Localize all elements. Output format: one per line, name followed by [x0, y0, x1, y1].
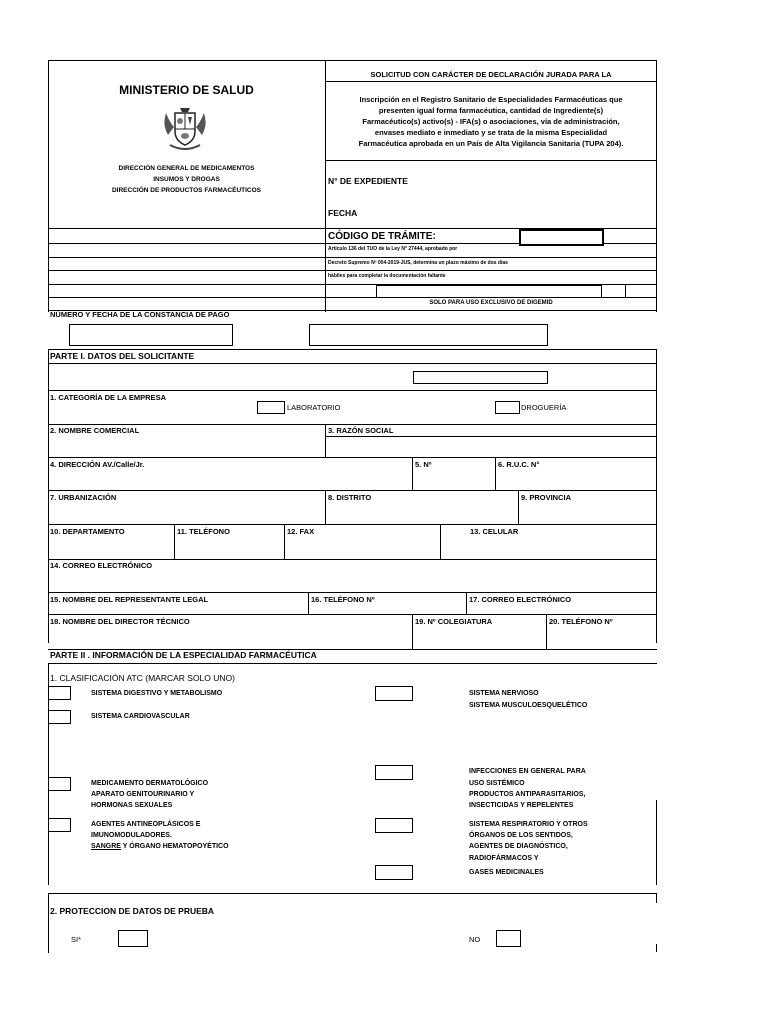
antineoplasicos-checkbox[interactable]	[48, 818, 71, 832]
request-desc-2: presenten igual forma farmacéutica, cantidad de Ingrediente(s)	[378, 106, 604, 115]
distrito-label: 8. DISTRITO	[328, 493, 372, 502]
digestivo-checkbox[interactable]	[48, 686, 71, 700]
ruc-label: 6. R.U.C. N°	[498, 460, 540, 469]
part1-top-input[interactable]	[413, 371, 548, 384]
legal-line-1: Artículo 136 del TUO de la Ley N° 27444, aprobado por	[328, 246, 458, 252]
derm-label-3: HORMONAS SEXUALES	[91, 802, 173, 809]
payment-label: NÚMERO Y FECHA DE LA CONSTANCIA DE PAGO	[50, 310, 230, 319]
derm-label-1: MEDICAMENTO DERMATOLÓGICO	[91, 780, 209, 787]
anti-label-3	[91, 843, 229, 850]
respiratorio-checkbox[interactable]	[375, 818, 413, 833]
resp-label-4: RADIOFÁRMACOS Y	[469, 855, 539, 862]
sangre-word: SANGRE	[91, 843, 121, 850]
numero-label: 5. Nº	[415, 460, 432, 469]
coat-of-arms-icon	[160, 105, 210, 153]
exclusive-label: SOLO PARA USO EXCLUSIVO DE DIGEMID	[429, 300, 553, 306]
urbanizacion-label: 7. URBANIZACIÓN	[50, 493, 117, 502]
dermatologico-checkbox[interactable]	[48, 777, 71, 791]
provincia-label: 9. PROVINCIA	[521, 493, 572, 502]
direccion-label: 4. DIRECCIÓN AV./Calle/Jr.	[50, 460, 145, 469]
drogueria-checkbox[interactable]	[495, 401, 520, 414]
nombre-comercial-label: 2. NOMBRE COMERCIAL	[50, 426, 140, 435]
anti-label-1: AGENTES ANTINEOPLÁSICOS E	[91, 821, 201, 828]
legal-line-2: Decreto Supremo Nº 004-2019-JUS, determina un plazo máximo de dos días	[328, 260, 508, 266]
fecha-label: FECHA	[328, 208, 358, 218]
resp-label-1: SISTEMA RESPIRATORIO Y OTROS	[469, 821, 588, 828]
expediente-label: N° DE EXPEDIENTE	[328, 176, 408, 186]
inf-label-4: INSECTICIDAS Y REPELENTES	[469, 802, 574, 809]
categoria-label: 1. CATEGORÍA DE LA EMPRESA	[50, 393, 166, 402]
laboratorio-checkbox[interactable]	[257, 401, 285, 414]
si-checkbox[interactable]	[118, 930, 148, 947]
departamento-label: 10. DEPARTAMENTO	[50, 527, 125, 536]
payment-date-input[interactable]	[309, 324, 548, 346]
resp-label-5: GASES MEDICINALES	[469, 869, 544, 876]
digemid-input[interactable]	[376, 285, 602, 298]
request-desc-4: envases mediato e inmediato y se trata de la misma Especialidad	[374, 128, 608, 137]
resp-label-2: ÓRGANOS DE LOS SENTIDOS,	[469, 832, 573, 839]
anti-label-2: IMUNOMODULADORES.	[91, 832, 172, 839]
cardio-checkbox[interactable]	[48, 710, 71, 724]
dept-line-1: DIRECCIÓN GENERAL DE MEDICAMENTOS	[118, 165, 255, 172]
request-desc-3: Farmacéutico(s) activo(s) - IFA(s) o asociaciones, vía de administración,	[362, 117, 620, 126]
cardio-label: SISTEMA CARDIOVASCULAR	[91, 713, 190, 720]
resp-label-3: AGENTES DE DIAGNÓSTICO,	[469, 843, 568, 850]
drogueria-label: DROGUERÍA	[521, 403, 567, 412]
inf-label-3: PRODUCTOS ANTIPARASITARIOS,	[469, 791, 586, 798]
inf-label-1: INFECCIONES EN GENERAL PARA	[469, 768, 586, 775]
gases-checkbox[interactable]	[375, 865, 413, 880]
nervioso-checkbox[interactable]	[375, 686, 413, 701]
si-label: SI*	[71, 935, 82, 944]
representante-label: 15. NOMBRE DEL REPRESENTANTE LEGAL	[50, 595, 209, 604]
no-label: NO	[469, 935, 481, 944]
laboratorio-label: LABORATORIO	[287, 403, 341, 412]
request-title: SOLICITUD CON CARÁCTER DE DECLARACIÓN JURADA PARA LA	[370, 70, 612, 79]
colegiatura-label: 19. Nº COLEGIATURA	[415, 617, 493, 626]
payment-number-input[interactable]	[69, 324, 233, 346]
telefono-label: 11. TELÉFONO	[177, 527, 230, 536]
ministry-title: MINISTERIO DE SALUD	[119, 83, 254, 97]
nervioso-label-1: SISTEMA NERVIOSO	[469, 690, 539, 697]
proteccion-title: 2. PROTECCION DE DATOS DE PRUEBA	[50, 906, 215, 916]
request-desc-1: Inscripción en el Registro Sanitario de Especialidades Farmacéuticas que	[359, 95, 623, 104]
nervioso-label-2: SISTEMA MUSCULOESQUELÉTICO	[469, 702, 588, 709]
telefono-dir-label: 20. TELÉFONO Nº	[549, 617, 613, 626]
infecciones-checkbox[interactable]	[375, 765, 413, 780]
derm-label-2: APARATO GENITOURINARIO Y	[91, 791, 195, 798]
correo-rep-label: 17. CORREO ELECTRÓNICO	[469, 595, 572, 604]
telefono-rep-label: 16. TELÉFONO Nº	[311, 595, 375, 604]
dept-line-3: DIRECCIÓN DE PRODUCTOS FARMACÉUTICOS	[111, 187, 262, 194]
part1-title: PARTE I. DATOS DEL SOLICITANTE	[50, 351, 195, 361]
razon-social-label: 3. RAZÓN SOCIAL	[328, 426, 394, 435]
digestivo-label: SISTEMA DIGESTIVO Y METABOLISMO	[91, 690, 223, 697]
fax-label: 12. FAX	[287, 527, 315, 536]
part2-title: PARTE II . INFORMACIÓN DE LA ESPECIALIDAD FARMACÉUTICA	[50, 650, 317, 660]
inf-label-2: USO SISTÉMICO	[469, 780, 525, 787]
atc-title: 1. CLASIFICACIÓN ATC (MARCAR SOLO UNO)	[50, 673, 235, 683]
director-label: 18. NOMBRE DEL DIRECTOR TÉCNICO	[50, 617, 190, 626]
codigo-input[interactable]	[519, 229, 604, 246]
request-desc-5: Farmacéutica aprobada en un País de Alta Vigilancia Sanitaria (TUPA 204).	[358, 139, 624, 148]
dept-line-2: INSUMOS Y DROGAS	[153, 176, 220, 183]
correo-label: 14. CORREO ELECTRÓNICO	[50, 561, 153, 570]
codigo-label: CÓDIGO DE TRÁMITE:	[328, 231, 436, 242]
no-checkbox[interactable]	[496, 930, 521, 947]
celular-label: 13. CELULAR	[470, 527, 519, 536]
legal-line-3: hábiles para completar la documentación faltante	[328, 273, 446, 279]
anti-label-3-rest: Y ÓRGANO HEMATOPOYÉTICO	[120, 843, 229, 850]
